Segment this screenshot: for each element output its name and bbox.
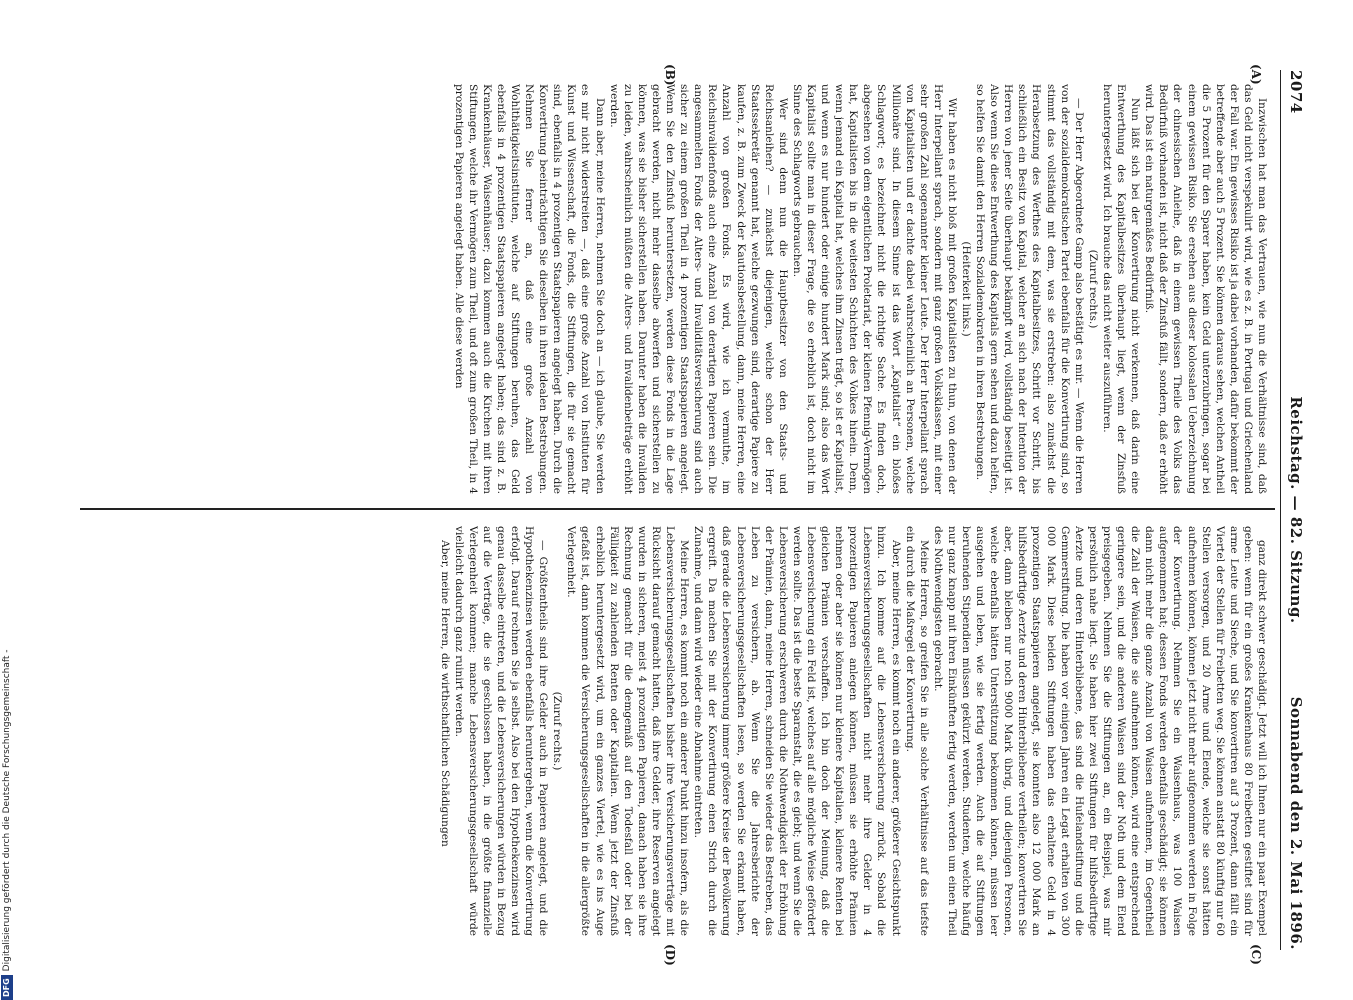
right-column (84, 526, 1269, 936)
left-column (84, 84, 1269, 494)
paragraph: — Größtentheils sind ihre Gelder auch in Papieren angelegt, und die Hypothekenzinsen werden ebenfalls heruntergehen, wenn die Konvertirung erfolgt. Darauf rechnen Sie ja selbst. Also bei den Hypothekenzinsen wird genau dasselbe eintreten, und die Lebensversicherungen würden in Bezug auf die Verträge, die sie geschlossen haben, in die größte finanzielle Verlegenheit kommen; manche Lebensversicherungsgesellschaft würde vielleicht dadurch ganz ruinirt werden. (452, 526, 550, 936)
interjection: (Zuruf rechts.) (551, 691, 564, 771)
paragraph: Nun läßt sich bei der Konvertirung nicht verkennen, daß darin eine Entwerthung des Kapitalbesitzes überhaupt liegt, wenn der Zinsfuß heruntergesetzt wird. Ich brauche das nicht weiter auszuführen. (1100, 84, 1142, 494)
paragraph: Meine Herren, es kommt noch ein anderer Punkt hinzu insofern, als die Lebensversicherungsgesellschaften bisher ihre Versicherungsverträge mit Rücksicht darauf gemacht hatten, daß ihre Gelder, ihre Reserven angelegt wurden in sicheren, meist 4 prozentigen Papieren, danach haben sie ihre Rechnung gemacht für die demgemäß auf den Todesfall oder bei der Fälligkeit zu zahlenden Renten oder Kapitalien. Wenn jetzt der Zinsfuß erheblich heruntergesetzt wird, um ein ganzes Viertel, wie es ins Auge gefaßt ist, dann kommen die Versicherungsgesellschaften in die allergrößte Verlegenheit. (565, 526, 691, 936)
interjection: (Heiterkeit links.) (960, 241, 973, 337)
paragraph: ganz direkt schwer geschädigt. Jetzt will ich Ihnen nur ein paar Exempel geben: wenn für ein großes Krankenhaus 80 Freibetten gestiftet sind für arme Leute und Sieche, und Sie konvertiren auf 3 Prozent, dann fällt ein Viertel der Stellen für Freibetten weg. Sie können anstatt 80 künftig nur 60 Stellen versorgen, und 20 Arme und Elende, welche sie sonst hätten aufnehmen können, können jetzt nicht mehr aufgenommen werden in Folge der Konvertirung. Nehmen Sie ein Waisenhaus, was 100 Waisen aufgenommen hat; dessen Fonds werden ebenfalls geschädigt; sie können dann nicht mehr die ganze Anzahl von Waisen aufnehmen, im Gegentheil die Zahl der Waisen, die sie aufnehmen können, wird eine entsprechend geringere sein, und die anderen Waisen sind der Noth und dem Elend preisgegeben. Nehmen Sie die Stiftungen an, ein Beispiel, was mir persönlich nahe liegt. Sie haben hier zwei Stiftungen für hilfsbedürftige Aerzte und deren Hinterbliebene, das sind die Hufelandstiftung und die Gemmerstiftung. Die haben vor einigen Jahren ein Legat erhalten von 300 000 Mark. Diese beiden Stiftungen haben das erhaltene Geld in 4 prozentigen Staatspapieren angelegt, sie konnten also 12 000 Mark an hilfsbedürftige Aerzte und deren Hinterbliebene vertheilen; konvertiren Sie aber, dann bleiben nur noch 9000 Mark übrig, und diejenigen Personen, welche ebenfalls hätten Unterstützung bekommen können, müssen leer ausgehen und leben, wie sie fertig werden. Auch die auf Stiftungen beruhenden Stipendien müssen gekürzt werden. Studenten, welche häufig nur ganz knapp mit ihren Einkünften fertig werden, werden um einen Theil des Nothwendigsten gebracht. (931, 526, 1268, 936)
session-title: Reichstag. — 82. Sitzung. (1287, 396, 1305, 624)
dfg-logo: DFG (1, 975, 13, 1000)
paragraph: Wir haben es nicht bloß mit großen Kapitalisten zu thun, von denen der Herr Interpellant sprach, sondern mit ganz großen Volksklassen, mit einer sehr großen Zahl sogenannter kleiner Leute. Der Herr Interpellant sprach von Kapitalisten und er dachte dabei wahrscheinlich an Personen, welche Millionäre sind. In diesem Sinne ist das Wort „Kapitalist“ ein bloßes Schlagwort; es bezeichnet nicht die richtige Sache. Es finden doch, abgesehen von dem eigentlichen Proletariat, der kleinen Pfennig-Vermögen hat, Kapitalisten bis in die weitesten Schichten des Volkes hinein. Denn, wenn jemand ein Kapital hat, welches ihm Zinsen trägt, so ist er Kapitalist, und wenn es nur hundert oder einige hundert Mark sind; also das Wort Kapitalist sollte man in dieser Frage, die so erheblich ist, doch nicht im Sinne des Schlagworts gebrauchen. (790, 84, 958, 494)
rotated-page (80, 64, 1305, 966)
paragraph: Inzwischen hat man das Vertrauen, wie nun die Verhältnisse sind, daß das Geld nicht verspekulirt wird, wie es z. B. in Portugal und Griechenland der Fall war. Ein gewisses Risiko ist ja dabei vorhanden, dafür bekommt der betreffende aber auch 5 Prozent. Sie können daraus sehen, welchen Antheil die 5 Prozent für den Sparer haben, kein Geld unterzubringen, sogar bei einem gewissen Risiko. Sie ersehen aus dieser kolossalen Ueberzeichnung der chinesischen Anleihe, daß in einem gewissen Theile des Volks das Bedürfniß vorhanden ist, nicht daß der Zinsfuß fällt, sondern, daß er erhöht wird. Das ist ein naturgemäßes Bedürfniß. (1143, 84, 1268, 494)
paragraph: — Der Herr Abgeordnete Gamp also bestätigt es mir. — Wenn die Herren von der sozialdemokratischen Partei ebenfalls für die Konvertirung sind, so stimmt das vollständig mit dem, was sie erstreben: also zunächst die Herabsetzung des Werthes des Kapitalbesitzes, Schritt vor Schritt, bis schließlich ein Besitz von Kapital, welcher an sich nach der Intention der Herren von jener Seite überhaupt bekämpft wird, vollständig beseitigt ist. Also wenn Sie diese Entwerthung des Kapitals gern sehen und dazu helfen, so helfen Sie damit den Herren Sozialdemokraten in ihren Bestrebungen. (974, 84, 1085, 494)
margin-marker-a: (A) (1249, 64, 1263, 85)
paragraph: Meine Herren, so greifen Sie in alle solche Verhältnisse auf das tiefste ein durch die Maßregel der Konvertirung. (903, 526, 930, 936)
column-divider (80, 508, 1275, 510)
paragraph: Dann aber, meine Herren, nehmen Sie doch an — ich glaube, Sie werden es mir nicht widerstreiten —, daß eine große Anzahl von Instituten für Kunst und Wissenschaft, die Fonds, die Stiftungen, die für sie gemacht sind, ebenfalls in 4 prozentigen Staatspapieren angelegt haben. Durch die Konvertirung beeinträchtigen Sie dieselben in ihren idealen Bestrebungen. Nehmen Sie ferner an, daß eine große Anzahl von Wohlthätigkeitsinstituten, welche auf Stiftungen beruhen, das Geld ebenfalls in 4 prozentigen Staatspapieren angelegt haben; das sind z. B. Krankenhäuser, Waisenhäuser; dazu kommen auch die Kirchen mit ihren Stiftungen, welche ihr Vermögen zum Theil, und oft zum großen Theil, in 4 prozentigen Papieren angelegt haben. Alle diese werden (452, 84, 606, 494)
digitization-footer (0, 580, 14, 1000)
paragraph: Aber, meine Herren, es kommt noch ein anderer, größerer Gesichtspunkt hinzu. Ich komme auf die Lebensversicherung zurück. Sobald die Lebensversicherungsgesellschaften nicht mehr ihre Gelder in 4 prozentigen Papieren anlegen können, müssen sie erhöhte Prämien nehmen oder aber sie können nur kleinere Kapitalien, kleinere Renten bei gleichen Prämien verschaffen. Ich bin doch der Meinung, daß die Lebensversicherung ein Feld ist, welches auf alle mögliche Weise gefördert werden sollte. Das ist die beste Sparanstalt, die es giebt; und wenn Sie die Lebensversicherung erschweren durch die Nothwendigkeit der Erhöhung der Prämien, dann, meine Herren, schneiden Sie wieder das Bestreben, das Leben zu versichern, ab. Wenn Sie die Jahresberichte der Lebensversicherungsgesellschaften lesen, so werden Sie erkannt haben, daß gerade die Lebensversicherung immer größere Kreise der Bevölkerung ergreift. Da machen Sie mit der Konvertirung einen Strich durch die Zunahme, und dann wird wieder eine Abnahme eintreten. (692, 526, 902, 936)
footer-text: Digitalisierung gefördert durch die Deutsche Forschungsgemeinschaft - (2, 649, 12, 972)
margin-marker-d: (D) (663, 944, 677, 966)
paragraph: Aber, meine Herren, die wirthschaftlichen Schädigungen (438, 540, 451, 847)
session-date: Sonnabend den 2. Mai 1896. (1287, 696, 1305, 950)
margin-marker-c: (C) (1249, 944, 1263, 965)
margin-marker-b: (B) (663, 64, 677, 86)
header-rule (1280, 70, 1281, 950)
page-number: 2074 (1287, 70, 1305, 114)
paragraph: Wer sind denn nun die Hauptbesitzer von den Staats- und Reichsanleihen? — zunächst diejenigen, welche schon der Herr Staatssekretär genannt hat, welche gezwungen sind, derartige Papiere zu kaufen, z. B. zum Zweck der Kautionsbestellung, dann, meine Herren, eine Anzahl von großen Fonds. Es wird, wie ich vermuthe, im Reichsinvalidenfonds auch eine Anzahl von derartigen Papieren sein. Die angesammelten Fonds der Alters- und Invaliditätsversicherung sind auch sicher zu einem großen Theil in 4 prozentigen Staatspapieren angelegt. Wenn Sie den Zinsfuß heruntersetzen, werden diese Fonds in die Lage gebracht werden, nicht mehr dasselbe abwerfen und sicherstellen zu können, was sie bisher sicherstellen haben. Darunter haben die Invaliden zu leiden, wahrscheinlich müßten die Alters- und Invalidenbeiträge erhöht werden. (607, 84, 789, 494)
interjection: (Zuruf rechts.) (1086, 249, 1099, 329)
page-header (1279, 70, 1305, 950)
